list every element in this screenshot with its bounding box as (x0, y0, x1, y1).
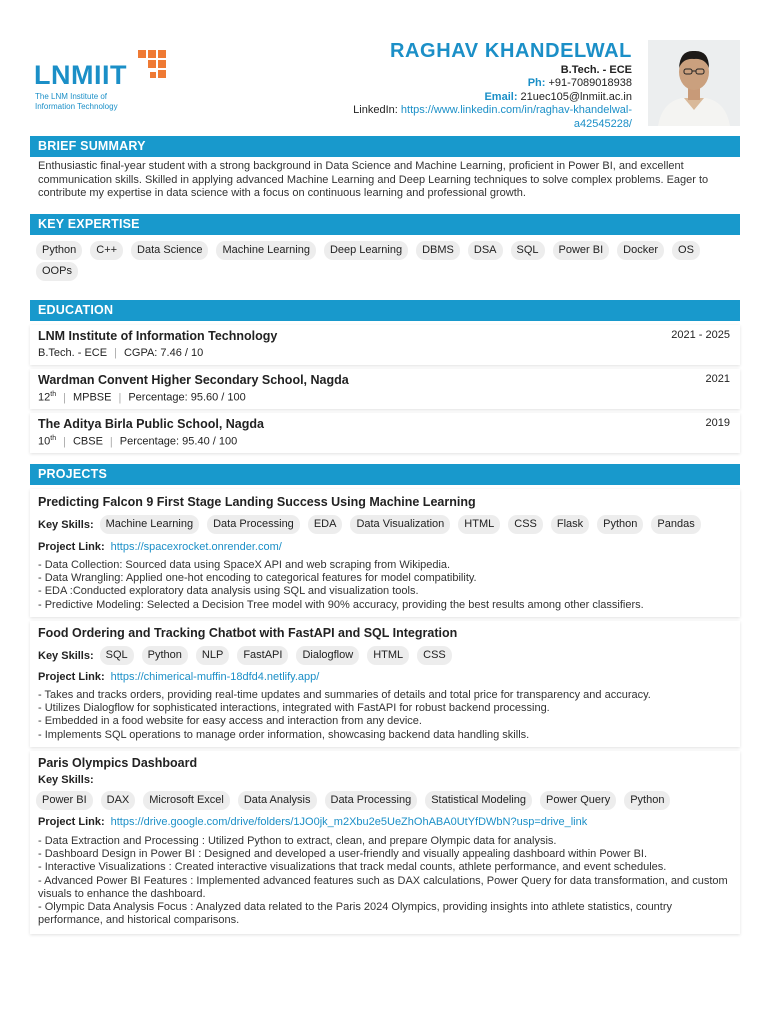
skills-label: Key Skills: (38, 649, 94, 662)
expertise-chip: C++ (90, 241, 123, 260)
project-title: Food Ordering and Tracking Chatbot with FastAPI and SQL Integration (38, 626, 458, 640)
skill-chip: Power Query (540, 791, 616, 810)
email-address[interactable]: 21uec105@lnmiit.ac.in (520, 90, 632, 103)
skill-chip: CSS (417, 646, 452, 665)
expertise-chip: Machine Learning (216, 241, 315, 260)
bullet-item: - Olympic Data Analysis Focus : Analyzed data related to the Paris 2024 Olympics, providing insights into athlete statistics, country performance, and historical comparisons. (38, 901, 673, 927)
logo-squares-icon (138, 50, 170, 82)
project-title: Paris Olympics Dashboard (38, 756, 198, 770)
education-years: 2021 - 2025 (671, 329, 730, 341)
grade-level: 10 (38, 435, 51, 448)
project-bullets (38, 835, 728, 927)
school-name: The Aditya Birla Public School, Nagda (38, 417, 264, 431)
skill-chip: DAX (101, 791, 136, 810)
expertise-heading: KEY EXPERTISE (30, 214, 740, 235)
skill-chip: Data Processing (325, 791, 418, 810)
school-name: LNM Institute of Information Technology (38, 329, 278, 343)
education-details: 12th | MPBSE | Percentage: 95.60 / 100 (38, 391, 246, 404)
education-details: 10th | CBSE | Percentage: 95.40 / 100 (38, 435, 238, 448)
bullet-item: - Predictive Modeling: Selected a Decision Tree model with 90% accuracy, providing the best results among other classifiers. (38, 598, 644, 611)
skill-chip: Python (624, 791, 670, 810)
bullet-item: - Takes and tracks orders, providing real-time updates and summaries of details and total price for transparency and accuracy. (38, 689, 651, 701)
skill-chip: Python (597, 515, 643, 534)
degree-name: B.Tech. - ECE (38, 347, 108, 359)
education-heading: EDUCATION (30, 300, 740, 321)
project-bullets (38, 559, 728, 612)
email-label: Email: (484, 90, 518, 103)
project-link[interactable]: https://chimerical-muffin-18dfd4.netlify.app/ (110, 671, 320, 683)
education-score: CGPA: 7.46 / 10 (123, 347, 204, 359)
bullet-item: - Implements SQL operations to manage order information, showcasing backend data handling skills. (38, 728, 530, 741)
expertise-chip: OS (672, 241, 700, 260)
project-skills (38, 646, 460, 665)
project-bullets (38, 689, 728, 742)
project-link-label: Project Link: (38, 671, 105, 683)
grade-suffix: th (50, 435, 57, 442)
bullet-item: - Dashboard Design in Power BI : Designed and developed a user-friendly and visually appealing dashboard within Power BI. (38, 848, 648, 861)
skills-label: Key Skills: (38, 774, 94, 786)
phone-line (353, 77, 632, 91)
skill-chip: HTML (367, 646, 409, 665)
summary-heading: BRIEF SUMMARY (30, 136, 740, 157)
skill-chip: FastAPI (237, 646, 288, 665)
grade-suffix: th (50, 391, 57, 398)
expertise-chip: DBMS (416, 241, 460, 260)
project-link-row (38, 671, 319, 683)
project-title: Predicting Falcon 9 First Stage Landing Success Using Machine Learning (38, 495, 476, 509)
skill-chip: Python (142, 646, 188, 665)
bullet-item: - Interactive Visualizations : Created interactive visualizations that track medal counts, athlete performance, and event schedules. (38, 861, 667, 874)
skill-chip: NLP (196, 646, 229, 665)
summary-text: Enthusiastic final-year student with a strong background in Data Science and Machine Learning, proficient in Power BI, and excellent communication skills. Skilled in applying advanced Machine Learning and Deep Learning techniques to solve complex problems. Eager to contribute my expertise in data science with a focus on continuous learning and professional growth. (38, 160, 709, 199)
bullet-item: - Data Extraction and Processing : Utilized Python to extract, clean, and prepare Olympic data for analysis. (38, 835, 557, 847)
project-link[interactable]: https://spacexrocket.onrender.com/ (110, 541, 282, 553)
skill-chip: Data Processing (207, 515, 300, 534)
skill-chip: Data Visualization (350, 515, 450, 534)
expertise-chip: Docker (617, 241, 664, 260)
education-details: B.Tech. - ECE | CGPA: 7.46 / 10 (38, 347, 204, 359)
board-name: CBSE (72, 435, 103, 448)
project-link-row (38, 541, 282, 553)
contact-block (353, 40, 632, 131)
linkedin-link[interactable]: https://www.linkedin.com/in/raghav-khandelwal- (400, 104, 632, 116)
skill-chip: Dialogflow (296, 646, 359, 665)
profile-photo (648, 40, 740, 126)
expertise-chip: OOPs (36, 262, 78, 281)
project-card (30, 751, 740, 934)
skill-chip: CSS (508, 515, 543, 534)
bullet-item: - Data Wrangling: Applied one-hot encoding to categorical features for model compatibility. (38, 572, 477, 585)
bullet-item: - Embedded in a food website for easy access and interaction from any device. (38, 715, 422, 728)
project-card (30, 621, 740, 747)
expertise-chip: Python (36, 241, 82, 260)
project-link-label: Project Link: (38, 541, 105, 553)
candidate-degree: B.Tech. - ECE (560, 64, 632, 76)
skill-chip: Microsoft Excel (143, 791, 230, 810)
education-entry (30, 325, 740, 365)
skills-label: Key Skills: (38, 518, 94, 531)
education-score: Percentage: 95.60 / 100 (128, 391, 246, 404)
skill-chip: Data Analysis (238, 791, 317, 810)
phone-number: +91-7089018938 (548, 77, 632, 89)
education-years: 2021 (705, 373, 730, 385)
project-skills (38, 515, 709, 534)
linkedin-line (353, 104, 632, 118)
logo-wordmark: LNMIIT (34, 60, 127, 90)
expertise-chip: Power BI (553, 241, 610, 260)
expertise-chip: Data Science (131, 241, 208, 260)
logo-subtitle-line-1: The LNM Institute of (35, 92, 108, 101)
bullet-item: - Advanced Power BI Features : Implemented advanced features such as DAX calculations, Power Query for data transformation, and custom visuals to enhance the dashboard. (38, 874, 728, 900)
education-score: Percentage: 95.40 / 100 (119, 435, 238, 448)
education-entry (30, 413, 740, 453)
expertise-chip: Deep Learning (324, 241, 408, 260)
grade-level: 12 (38, 391, 51, 404)
expertise-chips (36, 241, 736, 283)
logo-subtitle-line-2: Information Technology (35, 102, 118, 111)
bullet-item: - Data Collection: Sourced data using SpaceX API and web scraping from Wikipedia. (38, 559, 451, 571)
skill-chip: Pandas (651, 515, 700, 534)
linkedin-label: LinkedIn: (353, 104, 398, 116)
expertise-chip: SQL (511, 241, 545, 260)
skill-chip: SQL (100, 646, 134, 665)
bullet-item: - Utilizes Dialogflow for sophisticated interactions, integrated with FastAPI for robust backend processing. (38, 702, 550, 715)
phone-label: Ph: (527, 77, 546, 89)
board-name: MPBSE (72, 391, 112, 404)
project-card (30, 489, 740, 617)
education-years: 2019 (705, 417, 730, 429)
project-link-row (38, 816, 587, 828)
project-link[interactable]: https://drive.google.com/drive/folders/1JO0jk_m2Xbu2e5UeZhOhABA0UtYfDWbN?usp=drive_link (110, 816, 588, 828)
email-line (353, 91, 632, 105)
resume-header (0, 0, 768, 132)
project-link-label: Project Link: (38, 816, 105, 828)
skill-chip: Flask (551, 515, 589, 534)
project-skills (36, 791, 678, 810)
skill-chip: HTML (458, 515, 500, 534)
linkedin-line-2 (353, 118, 632, 132)
bullet-item: - EDA :Conducted exploratory data analysis using SQL and visualization tools. (38, 585, 419, 598)
expertise-chip: DSA (468, 241, 503, 260)
candidate-name: RAGHAV KHANDELWAL (389, 40, 632, 62)
logo-subtitle (35, 92, 118, 112)
skill-chip: Power BI (36, 791, 93, 810)
lnmiit-logo (34, 50, 184, 114)
projects-heading: PROJECTS (30, 464, 740, 485)
linkedin-link-continued[interactable]: a42545228/ (573, 117, 632, 130)
education-entry (30, 369, 740, 409)
skill-chip: EDA (308, 515, 343, 534)
skill-chip: Statistical Modeling (425, 791, 532, 810)
skill-chip: Machine Learning (100, 515, 199, 534)
school-name: Wardman Convent Higher Secondary School, Nagda (38, 373, 349, 387)
